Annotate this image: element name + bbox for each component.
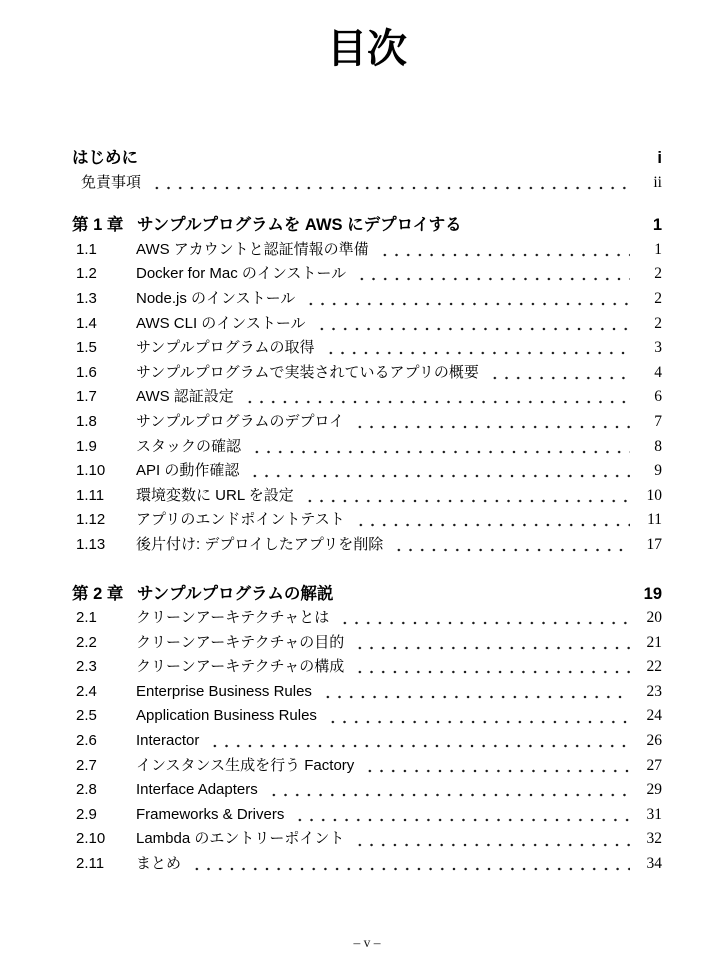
dot-leader	[149, 171, 630, 196]
dot-leader	[377, 238, 630, 263]
section-number: 2.5	[76, 707, 97, 725]
section-title: まとめ	[136, 855, 182, 873]
section-page-number: 2	[654, 265, 662, 283]
section-page-number: 1	[654, 240, 662, 258]
toc-section-row[interactable]	[72, 435, 662, 460]
section-number: 1.2	[76, 265, 97, 283]
section-title: Interface Adapters	[136, 781, 258, 799]
footer-page-number: – v –	[353, 935, 381, 950]
section-title: Application Business Rules	[136, 707, 317, 725]
toc-section-row[interactable]	[72, 655, 662, 680]
section-page-number: 17	[646, 535, 662, 553]
section-title: インスタンス生成を行う Factory	[136, 756, 355, 774]
chapter-title: サンプルプログラムを AWS にデプロイする	[137, 216, 462, 235]
section-number: 2.11	[76, 855, 105, 873]
dot-leader	[320, 680, 630, 705]
frontmatter-heading-page-number: i	[657, 149, 662, 167]
chapter-page-number: 1	[652, 216, 662, 235]
section-number: 2.7	[76, 756, 97, 774]
section-page-number: 29	[646, 781, 662, 799]
toc-frontmatter-item-row[interactable]	[72, 171, 662, 196]
section-page-number: 11	[647, 511, 662, 529]
text-block	[72, 0, 662, 964]
dot-leader	[207, 729, 630, 754]
toc-section-row[interactable]	[72, 704, 662, 729]
dot-leader	[302, 484, 630, 509]
dot-leader	[352, 827, 630, 852]
section-page-number: 34	[646, 855, 662, 873]
dot-leader	[391, 533, 630, 558]
section-number: 1.7	[76, 388, 97, 406]
section-page-number: 32	[646, 830, 662, 848]
section-title: Frameworks & Drivers	[136, 805, 285, 823]
toc-section-row[interactable]	[72, 336, 662, 361]
section-number: 1.11	[76, 486, 105, 504]
section-title: AWS 認証設定	[136, 388, 234, 406]
toc-frontmatter-heading-row[interactable]	[72, 146, 662, 171]
section-title: 後片付け: デプロイしたアプリを削除	[136, 535, 384, 553]
section-title: 環境変数に URL を設定	[136, 486, 294, 504]
toc-section-row[interactable]	[72, 852, 662, 877]
section-number: 1.5	[76, 339, 97, 357]
section-title: アプリのエンドポイントテスト	[136, 511, 345, 529]
toc-chapter-row[interactable]	[72, 582, 662, 607]
dot-leader	[323, 336, 630, 361]
toc-section-row[interactable]	[72, 754, 662, 779]
dot-leader	[189, 852, 630, 877]
dot-leader	[352, 655, 630, 680]
section-title: クリーンアーキテクチャの構成	[136, 658, 345, 676]
section-page-number: 24	[646, 707, 662, 725]
dot-leader	[314, 312, 630, 337]
toc-section-row[interactable]	[72, 287, 662, 312]
section-title: サンプルプログラムで実装されているアプリの概要	[136, 363, 479, 381]
section-number: 2.8	[76, 781, 97, 799]
section-title: スタックの確認	[136, 437, 242, 455]
section-title: Lambda のエントリーポイント	[136, 830, 345, 848]
dot-leader	[325, 704, 630, 729]
section-number: 1.8	[76, 412, 97, 430]
section-number: 2.3	[76, 658, 97, 676]
dot-leader	[352, 631, 630, 656]
toc-section-row[interactable]	[72, 238, 662, 263]
toc-section-row[interactable]	[72, 827, 662, 852]
section-title: クリーンアーキテクチャの目的	[136, 633, 345, 651]
section-title: Node.js のインストール	[136, 289, 296, 307]
toc-section-row[interactable]	[72, 385, 662, 410]
section-number: 2.4	[76, 682, 97, 700]
section-number: 1.12	[76, 511, 106, 529]
section-title: サンプルプログラムの取得	[136, 339, 315, 357]
toc-section-row[interactable]	[72, 312, 662, 337]
section-page-number: 31	[646, 805, 662, 823]
toc-section-row[interactable]	[72, 484, 662, 509]
section-number: 1.13	[76, 535, 106, 553]
section-page-number: 10	[646, 486, 662, 504]
toc	[72, 146, 662, 877]
frontmatter-item-page-number: ii	[653, 173, 662, 191]
section-number: 1.4	[76, 314, 97, 332]
section-page-number: 2	[654, 314, 662, 332]
chapter-title: サンプルプログラムの解説	[137, 584, 334, 603]
toc-section-row[interactable]	[72, 361, 662, 386]
section-number: 1.10	[76, 462, 106, 480]
section-title: Enterprise Business Rules	[136, 682, 312, 700]
dot-leader	[266, 778, 630, 803]
section-number: 2.6	[76, 732, 97, 750]
section-page-number: 4	[654, 363, 662, 381]
section-number: 1.6	[76, 363, 97, 381]
toc-section-row[interactable]	[72, 459, 662, 484]
section-page-number: 9	[654, 462, 662, 480]
toc-section-row[interactable]	[72, 631, 662, 656]
toc-section-row[interactable]	[72, 803, 662, 828]
section-number: 1.3	[76, 289, 97, 307]
toc-section-row[interactable]	[72, 410, 662, 435]
section-number: 1.1	[76, 240, 97, 258]
toc-section-row[interactable]	[72, 606, 662, 631]
section-page-number: 6	[654, 388, 662, 406]
section-number: 1.9	[76, 437, 97, 455]
section-page-number: 21	[646, 633, 662, 651]
section-number: 2.1	[76, 609, 97, 627]
chapter-rows-container	[72, 213, 662, 876]
section-title: サンプルプログラムのデプロイ	[136, 412, 345, 430]
chapter-number-label: 第 1 章	[72, 216, 124, 235]
toc-section-row[interactable]	[72, 508, 662, 533]
section-page-number: 26	[646, 732, 662, 750]
section-title: Interactor	[136, 732, 200, 750]
section-title: クリーンアーキテクチャとは	[136, 609, 330, 627]
section-page-number: 23	[646, 682, 662, 700]
toc-section-row[interactable]	[72, 262, 662, 287]
toc-section-row[interactable]	[72, 729, 662, 754]
dot-leader	[353, 508, 630, 533]
section-title: Docker for Mac のインストール	[136, 265, 347, 283]
section-number: 2.10	[76, 830, 106, 848]
section-page-number: 27	[646, 756, 662, 774]
toc-section-row[interactable]	[72, 533, 662, 558]
dot-leader	[249, 435, 630, 460]
dot-leader	[487, 361, 630, 386]
toc-section-row[interactable]	[72, 778, 662, 803]
frontmatter-heading-label: はじめに	[72, 149, 138, 167]
section-page-number: 20	[646, 609, 662, 627]
dot-leader	[362, 754, 630, 779]
dot-leader	[354, 262, 630, 287]
section-page-number: 22	[646, 658, 662, 676]
chapter-number-label: 第 2 章	[72, 584, 124, 603]
page-title: 目次	[327, 27, 407, 71]
section-page-number: 7	[654, 412, 662, 430]
chapter-page-number: 19	[643, 584, 662, 603]
frontmatter-item-title: 免責事項	[81, 173, 142, 191]
toc-chapter-row[interactable]	[72, 213, 662, 238]
dot-leader	[247, 459, 630, 484]
toc-section-row[interactable]	[72, 680, 662, 705]
dot-leader	[352, 410, 630, 435]
section-title: AWS アカウントと認証情報の準備	[136, 240, 369, 258]
section-page-number: 3	[654, 339, 662, 357]
section-page-number: 2	[654, 289, 662, 307]
section-page-number: 8	[654, 437, 662, 455]
dot-leader	[242, 385, 630, 410]
dot-leader	[292, 803, 630, 828]
section-number: 2.9	[76, 805, 97, 823]
section-title: AWS CLI のインストール	[136, 314, 306, 332]
section-title: API の動作確認	[136, 462, 240, 480]
dot-leader	[337, 606, 630, 631]
dot-leader	[303, 287, 630, 312]
section-number: 2.2	[76, 633, 97, 651]
